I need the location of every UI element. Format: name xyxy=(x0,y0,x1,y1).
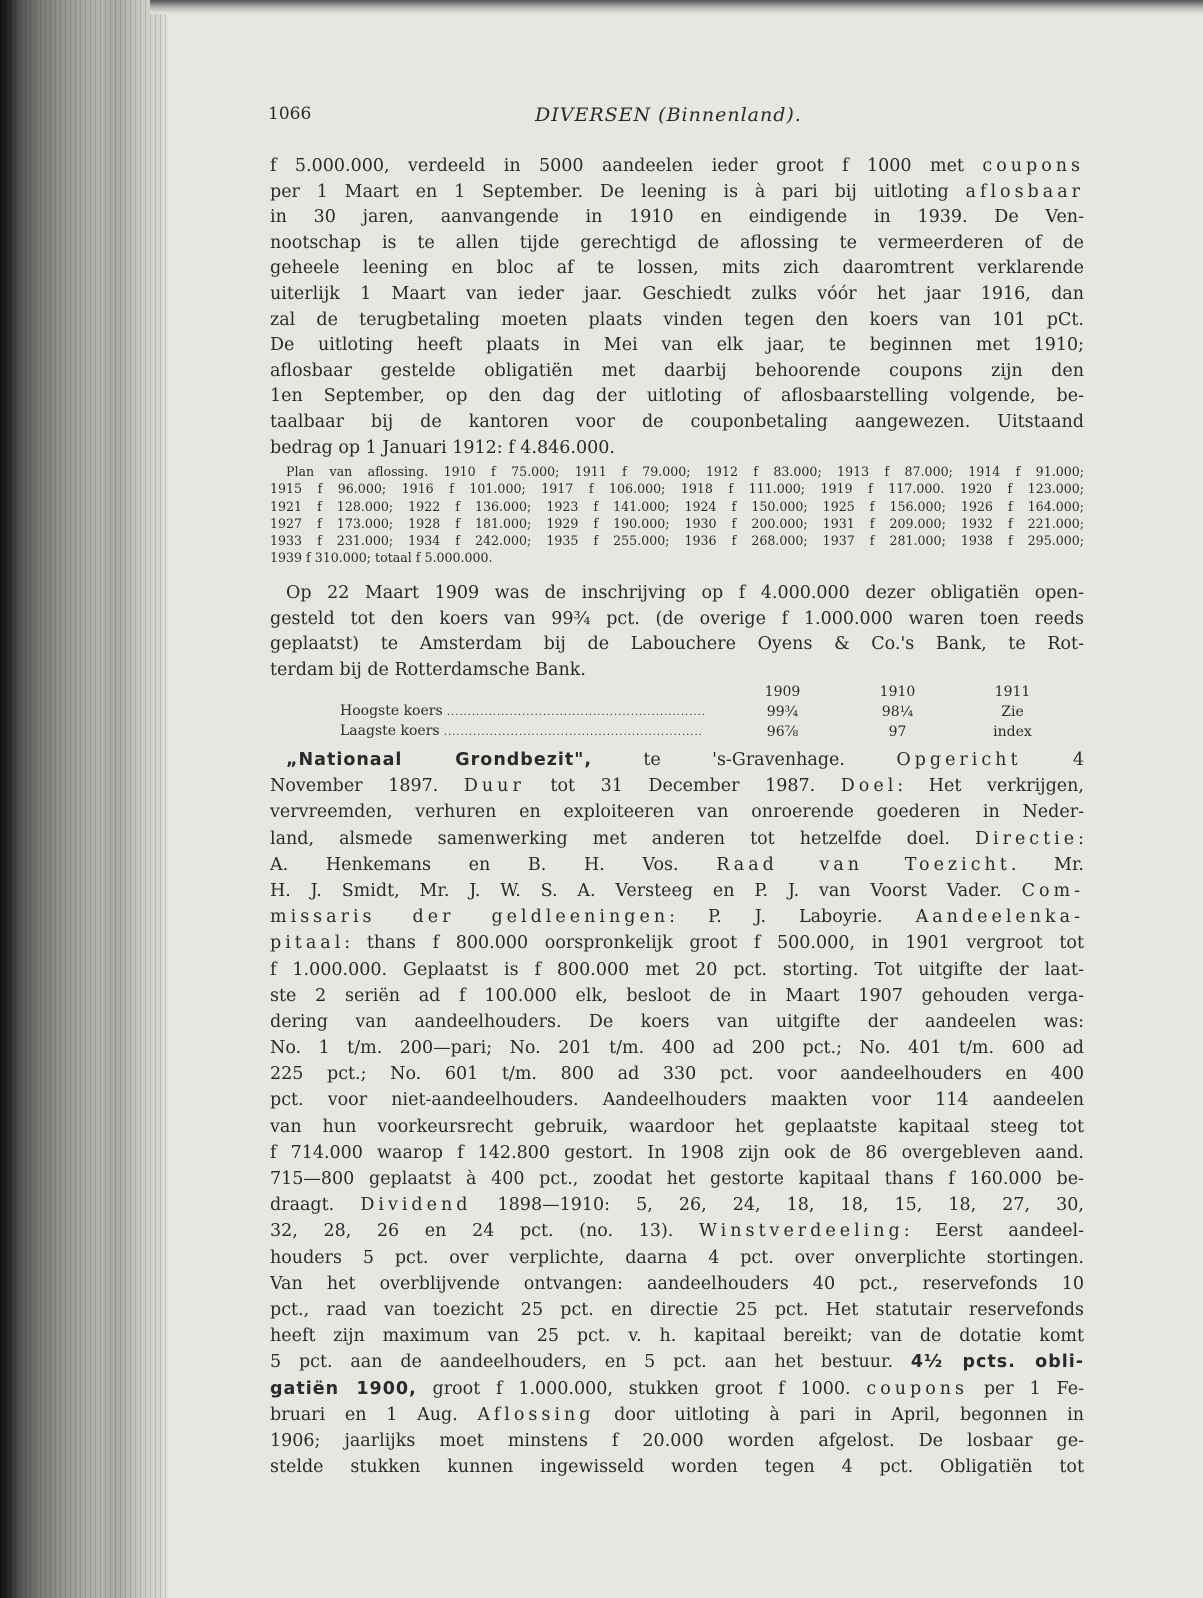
text-line xyxy=(270,904,1084,930)
page-number: 1066 xyxy=(268,104,312,124)
text-line: 1915 f 96.000; 1916 f 101.000; 1917 f 106.000; 1918 f 111.000; 1919 f 117.000. 1920 f 123.000; xyxy=(270,481,1084,497)
text-run: taalbaar bij de kantoren voor de couponbetaling aangewezen. Uitstaand xyxy=(270,411,1084,432)
text-line: Plan van aflossing. 1910 f 75.000; 1911 f 79.000; 1912 f 83.000; 1913 f 87.000; 1914 f 91.000; xyxy=(286,464,1084,479)
text-line xyxy=(270,1035,1084,1061)
spaced-keyword: Doel xyxy=(840,776,898,797)
text-line xyxy=(270,1166,1084,1192)
text-line xyxy=(270,256,1084,282)
text-run: aflosbaar gestelde obligatiën met daarbij behoorende coupons zijn den xyxy=(270,360,1084,381)
text-run: 715—800 geplaatst à 400 pct., zoodat het gestorte kapitaal thans f 160.000 be- xyxy=(270,1169,1084,1189)
text-run: 1898—1910: 5, 26, 24, 18, 18, 15, 18, 27, 30, xyxy=(471,1195,1084,1216)
text-run: groot f 1.000.000, stukken groot f 1000. xyxy=(416,1378,867,1399)
text-run: 225 pct.; No. 601 t/m. 800 ad 330 pct. voor aandeelhouders en 400 xyxy=(270,1064,1084,1085)
text-run: dering van aandeelhouders. De koers van uitgifte der aandeelen was: xyxy=(270,1011,1084,1032)
page-top-shadow xyxy=(150,0,1203,14)
text-line xyxy=(270,359,1084,385)
text-line xyxy=(270,826,1084,852)
text-line xyxy=(270,308,1084,334)
text-line xyxy=(270,1192,1084,1218)
text-run: bedrag op 1 Januari 1912: f 4.846.000. xyxy=(270,437,615,458)
text-run: : xyxy=(1078,828,1084,849)
cell: 98¼ xyxy=(881,703,914,720)
text-run: door uitloting à pari in April, begonnen in xyxy=(594,1404,1084,1425)
text-run: 32, 28, 26 en 24 pct. (no. 13). xyxy=(270,1221,699,1242)
text-run: draagt. xyxy=(270,1195,361,1216)
text-line: 1933 f 231.000; 1934 f 242.000; 1935 f 255.000; 1936 f 268.000; 1937 f 281.000; 1938 f 295.000; xyxy=(270,533,1084,549)
text-run: Van het overblijvende ontvangen: aandeelhouders 40 pct., reservefonds 10 xyxy=(270,1273,1084,1294)
spaced-keyword: Winstverdeeling xyxy=(699,1221,904,1242)
cell: 96⅞ xyxy=(766,723,799,740)
text-run: 5 pct. aan de aandeelhouders, en 5 pct. aan het bestuur. xyxy=(270,1352,911,1373)
text-run: . Mr. xyxy=(1010,854,1084,875)
spaced-keyword: pitaal xyxy=(270,933,345,954)
text-line xyxy=(270,436,1084,462)
text-run: : Het verkrijgen, xyxy=(897,776,1084,797)
text-line xyxy=(270,1140,1084,1166)
text-run: f 5.000.000, verdeeld in 5000 aandeelen ieder groot f 1000 met xyxy=(270,156,983,176)
text-run: De uitloting heeft plaats in Mei van elk jaar, te beginnen met 1910; xyxy=(270,335,1084,356)
year-header: 1911 xyxy=(994,683,1031,700)
year-header: 1909 xyxy=(764,683,801,700)
text-run: bruari en 1 Aug. xyxy=(270,1404,478,1425)
text-run: per 1 Maart en 1 September. De leening is à pari bij uitloting xyxy=(270,181,966,202)
text-run: te 's-Gravenhage. xyxy=(592,750,897,770)
text-run: f 714.000 waarop f 142.800 gestort. In 1908 zijn ook de 86 overgebleven aand. xyxy=(270,1142,1084,1163)
text-run: 1en September, op den dag der uitloting of aflosbaarstelling volgende, be- xyxy=(270,386,1084,407)
text-run: land, alsmede samenwerking met anderen tot hetzelfde doel. xyxy=(270,828,975,849)
paragraph-leening xyxy=(270,154,1084,461)
text-run: : P. J. Laboyrie. xyxy=(669,907,916,928)
cell: 97 xyxy=(888,723,907,740)
text-line xyxy=(270,581,1084,607)
text-line xyxy=(270,957,1084,983)
text-run: nootschap is te allen tijde gerechtigd de aflossing te vermeerderen of de xyxy=(270,232,1084,253)
text-run: houders 5 pct. over verplichte, daarna 4 pct. over onverplichte stortingen. xyxy=(270,1247,1084,1268)
book-page-edges xyxy=(0,0,170,1598)
spaced-keyword: Duur xyxy=(463,776,525,797)
text-line xyxy=(270,983,1084,1009)
spaced-keyword: coupons xyxy=(982,156,1084,176)
text-run: 4 xyxy=(1021,750,1084,770)
text-run: pct. voor niet-aandeelhouders. Aandeelhouders maakten voor 114 aandeelen xyxy=(270,1090,1084,1111)
spaced-keyword: Aflossing xyxy=(477,1404,595,1425)
bold-heading-text: 4½ pcts. obli- xyxy=(910,1352,1084,1373)
row-label: Hoogste koers ..... xyxy=(340,702,725,722)
koers-header-row xyxy=(340,682,1070,702)
text-line xyxy=(270,1114,1084,1140)
text-run: ste 2 seriën ad f 100.000 elk, besloot de in Maart 1907 gehouden verga- xyxy=(270,985,1084,1006)
bold-heading-text: gatiën 1900, xyxy=(270,1378,417,1399)
text-line: 1921 f 128.000; 1922 f 136.000; 1923 f 141.000; 1924 f 150.000; 1925 f 156.000; 1926 f 164.000; xyxy=(270,498,1084,514)
text-run: per 1 Fe- xyxy=(968,1378,1084,1399)
text-run: Op 22 Maart 1909 was de inschrijving op f 4.000.000 dezer obligatiën open- xyxy=(286,583,1084,603)
text-line xyxy=(270,607,1084,633)
koers-table xyxy=(340,682,1070,742)
text-line xyxy=(270,930,1084,956)
text-run: No. 1 t/m. 200—pari; No. 201 t/m. 400 ad 200 pct.; No. 401 t/m. 600 ad xyxy=(270,1038,1084,1059)
text-run: A. Henkemans en B. H. Vos. xyxy=(270,854,717,875)
text-run: : Eerst aandeel- xyxy=(903,1221,1084,1242)
text-run: geheele leening en bloc af te lossen, mits zich daaromtrent verklarende xyxy=(270,258,1084,279)
spaced-keyword: Com- xyxy=(1021,880,1084,901)
text-line xyxy=(270,410,1084,436)
text-line xyxy=(270,852,1084,878)
spaced-keyword: Aandeelenka- xyxy=(915,907,1084,928)
text-run: 1906; jaarlijks moet minstens f 20.000 worden afgelost. De losbaar ge- xyxy=(270,1430,1084,1451)
text-run: vervreemden, verhuren en exploiteeren van onroerende goederen in Neder- xyxy=(270,802,1084,823)
text-run: tot 31 December 1987. xyxy=(524,776,841,797)
text-run: November 1897. xyxy=(270,776,464,797)
spaced-keyword: missaris der geldleeningen xyxy=(270,907,670,928)
table-row xyxy=(340,722,1070,742)
text-run: heeft zijn maximum van 25 pct. v. h. kapitaal bereikt; van de dotatie komt xyxy=(270,1326,1084,1347)
text-line xyxy=(270,1402,1084,1428)
text-run: in 30 jaren, aanvangende in 1910 en eindigende in 1939. De Ven- xyxy=(270,207,1084,228)
text-line xyxy=(270,1376,1084,1402)
table-row xyxy=(340,702,1070,722)
text-line xyxy=(270,333,1084,359)
cell: Zie xyxy=(1001,703,1024,720)
text-run: uiterlijk 1 Maart van ieder jaar. Geschiedt zulks vóór het jaar 1916, dan xyxy=(270,283,1084,304)
text-line: 1939 f 310.000; totaal f 5.000.000. xyxy=(270,550,493,566)
text-line xyxy=(270,231,1084,257)
spaced-keyword: Directie xyxy=(974,828,1079,849)
row-label: Laagste koers ..... xyxy=(340,722,725,742)
text-line xyxy=(270,747,1084,773)
text-run: stelde stukken kunnen ingewisseld worden tegen 4 pct. Obligatiën tot xyxy=(270,1457,1084,1478)
section-nationaal-grondbezit xyxy=(270,747,1084,1480)
text-line xyxy=(270,154,1084,180)
paragraph-inschrijving xyxy=(270,581,1084,683)
text-line xyxy=(270,1349,1084,1375)
text-line xyxy=(270,1271,1084,1297)
text-line xyxy=(270,1061,1084,1087)
aflossing-plan xyxy=(270,463,1084,567)
text-run: terdam bij de Rotterdamsche Bank. xyxy=(270,659,586,680)
text-line xyxy=(270,1428,1084,1454)
text-line xyxy=(270,658,1084,684)
text-line xyxy=(270,1323,1084,1349)
text-run: geplaatst) te Amsterdam bij de Labouchere Oyens & Co.'s Bank, te Rot- xyxy=(270,634,1084,655)
text-line xyxy=(270,1087,1084,1113)
bold-heading-text: „Nationaal Grondbezit", xyxy=(286,750,593,770)
text-line xyxy=(270,180,1084,206)
text-run: van hun voorkeursrecht gebruik, waardoor het geplaatste kapitaal steeg tot xyxy=(270,1116,1084,1137)
text-run: f 1.000.000. Geplaatst is f 800.000 met 20 pct. storting. Tot uitgifte der laat- xyxy=(270,959,1084,980)
text-run: gesteld tot den koers van 99¾ pct. (de overige f 1.000.000 waren toen reeds xyxy=(270,608,1084,629)
running-head: DIVERSEN (Binnenland). xyxy=(535,104,802,126)
text-line xyxy=(270,282,1084,308)
text-run: pct., raad van toezicht 25 pct. en directie 25 pct. Het statutair reservefonds xyxy=(270,1299,1084,1320)
text-run: zal de terugbetaling moeten plaats vinden tegen den koers van 101 pCt. xyxy=(270,309,1084,330)
spaced-keyword: Opgericht xyxy=(896,750,1022,770)
text-run: H. J. Smidt, Mr. J. W. S. A. Versteeg en P. J. van Voorst Vader. xyxy=(270,880,1022,901)
spaced-keyword: aflosbaar xyxy=(965,181,1084,202)
text-line: 1927 f 173.000; 1928 f 181.000; 1929 f 190.000; 1930 f 200.000; 1931 f 209.000; 1932 f 221.000; xyxy=(270,515,1084,531)
text-line xyxy=(270,878,1084,904)
year-header: 1910 xyxy=(879,683,916,700)
text-line xyxy=(270,1297,1084,1323)
text-line xyxy=(270,1218,1084,1244)
text-line xyxy=(270,1245,1084,1271)
text-line xyxy=(270,773,1084,799)
text-line xyxy=(270,632,1084,658)
text-line xyxy=(270,799,1084,825)
cell: 99¾ xyxy=(766,703,799,720)
text-line xyxy=(270,384,1084,410)
spaced-keyword: Dividend xyxy=(360,1195,472,1216)
spaced-keyword: coupons xyxy=(866,1378,969,1399)
text-line xyxy=(270,205,1084,231)
text-line xyxy=(270,1454,1084,1480)
text-line xyxy=(270,1009,1084,1035)
cell: index xyxy=(993,723,1032,740)
spaced-keyword: Raad van Toezicht xyxy=(716,854,1011,875)
text-run: : thans f 800.000 oorspronkelijk groot f 500.000, in 1901 vergroot tot xyxy=(344,933,1084,954)
